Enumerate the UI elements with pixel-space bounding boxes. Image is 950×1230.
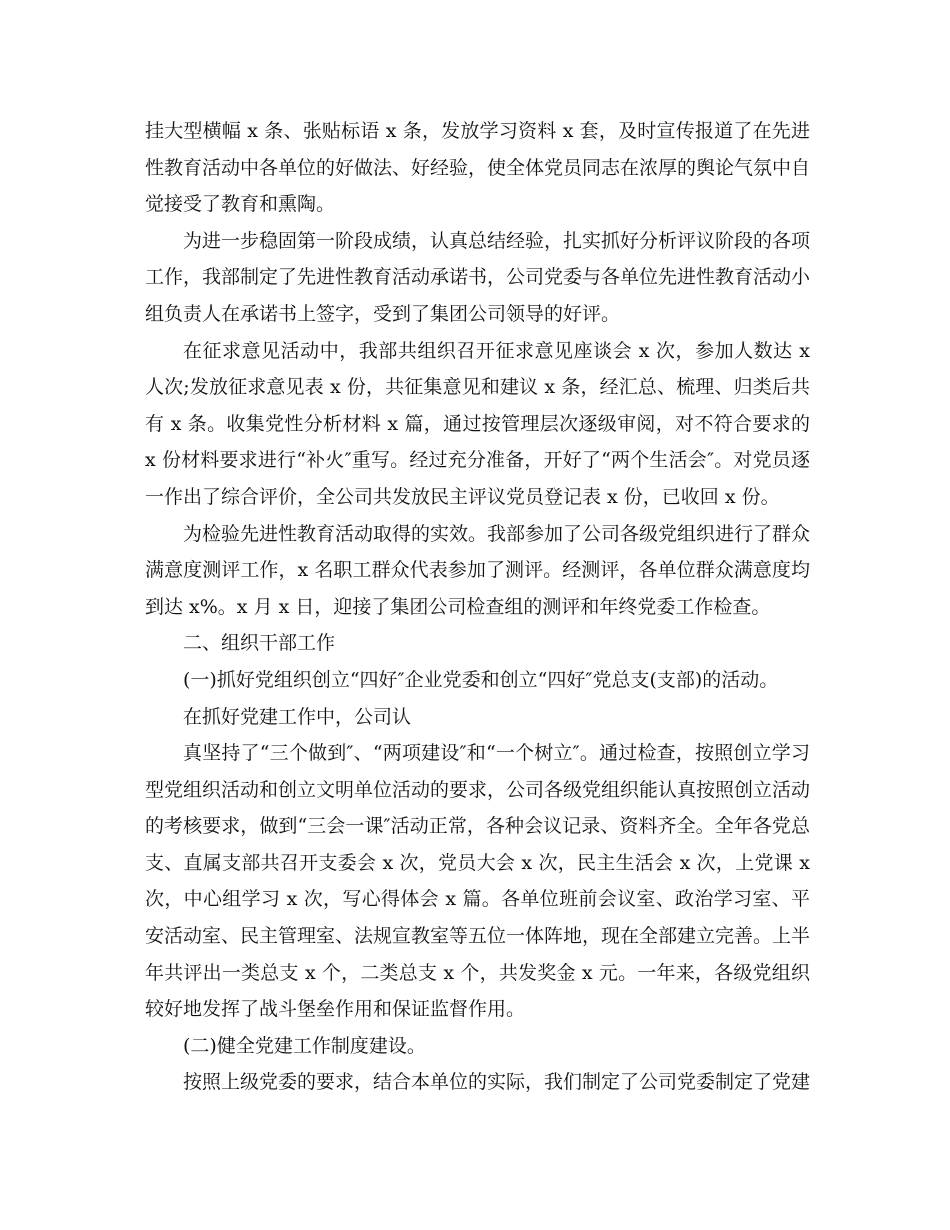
paragraph: 为检验先进性教育活动取得的实效。我部参加了公司各级党组织进行了群众满意度测评工作，x 名职工群众代表参加了测评。经测评，各单位群众满意度均到达 x%。x 月 x 日，迎接了集团公司检查组的测评和年终党委工作检查。 bbox=[145, 522, 811, 618]
subsection-heading: (一)抓好党组织创立“四好″企业党委和创立“四好″党总支(支部)的活动。 bbox=[183, 668, 779, 691]
paragraph: 在抓好党建工作中，公司认 bbox=[183, 705, 412, 728]
paragraph: 挂大型横幅 x 条、张贴标语 x 条，发放学习资料 x 套，及时宣传报道了在先进性教育活动中各单位的好做法、好经验，使全体党员同志在浓厚的舆论气氛中自觉接受了教育和熏陶。 bbox=[145, 120, 811, 216]
section-heading: 二、组织干部工作 bbox=[183, 632, 336, 655]
subsection-heading: (二)健全党建工作制度建设。 bbox=[183, 1034, 426, 1057]
paragraph: 真坚持了“三个做到″、“两项建设″和“一个树立″。通过检查，按照创立学习型党组织活动和创立文明单位活动的要求，公司各级党组织能认真按照创立活动的考核要求，做到“三会一课″活动正常，各种会议记录、资料齐全。全年各党总支、直属支部共召开支委会 x 次，党员大会 x 次，民主生活会 x 次，上党课 x 次，中心组学习 x 次，写心得体会 x 篇。各单位班前会议室、政治学习室、平安活动室、民主管理室、法规宣教室等五位一体阵地，现在全部建立完善。上半年共评出一类总支 x 个，二类总支 x 个，共发奖金 x 元。一年来，各级党组织较好地发挥了战斗堡垒作用和保证监督作用。 bbox=[145, 742, 811, 1021]
paragraph: 在征求意见活动中，我部共组织召开征求意见座谈会 x 次，参加人数达 x 人次;发放征求意见表 x 份，共征集意见和建议 x 条，经汇总、梳理、归类后共有 x 条。收集党性分析材料 x 篇，通过按管理层次逐级审阅，对不符合要求的 x 份材料要求进行“补火″重写。经过充分准备，开好了“两个生活会″。对党员逐一作出了综合评价，全公司共发放民主评议党员登记表 x 份，已收回 x 份。 bbox=[145, 339, 810, 508]
document-body bbox=[145, 113, 810, 1101]
paragraph: 按照上级党委的要求，结合本单位的实际，我们制定了公司党委制定了党建 bbox=[183, 1071, 811, 1094]
paragraph: 为进一步稳固第一阶段成绩，认真总结经验，扎实抓好分析评议阶段的各项工作，我部制定了先进性教育活动承诺书，公司党委与各单位先进性教育活动小组负责人在承诺书上签字，受到了集团公司领导的好评。 bbox=[145, 229, 811, 325]
